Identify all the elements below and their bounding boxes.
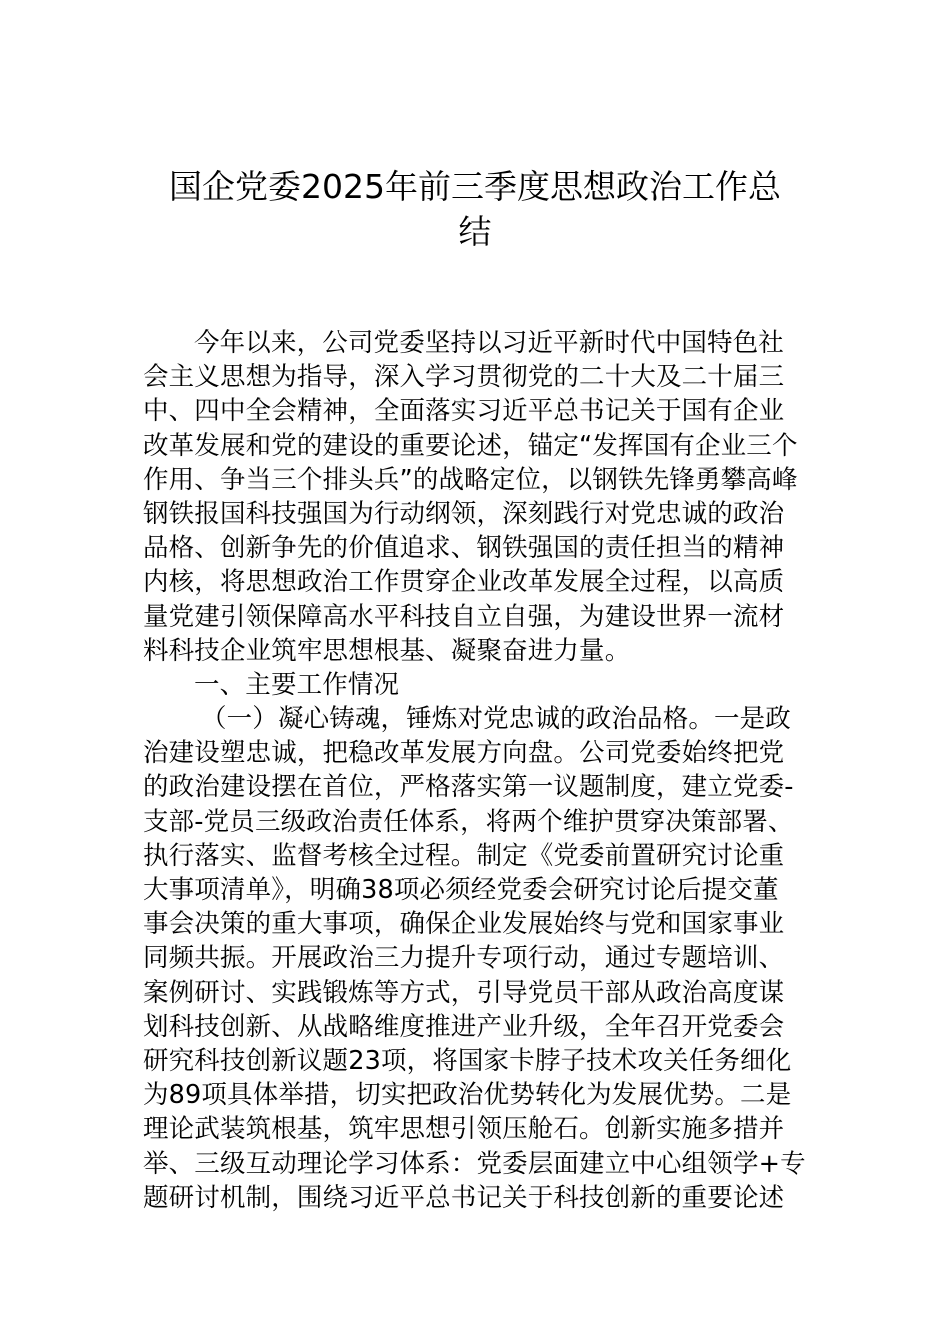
document-body <box>143 326 813 1215</box>
document-title-line-2: 结 <box>458 212 492 251</box>
subsection-paragraph-line: 为89项具体举措，切实把政治优势转化为发展优势。二是 <box>143 1080 792 1111</box>
section-heading: 一、主要工作情况 <box>194 669 400 700</box>
subsection-paragraph-line: 研究科技创新议题23项，将国家卡脖子技术攻关任务细化 <box>143 1045 792 1076</box>
paragraph-intro-line: 内核，将思想政治工作贯穿企业改革发展全过程，以高质 <box>143 567 785 598</box>
subsection-paragraph-line: 同频共振。开展政治三力提升专项行动，通过专题培训、 <box>143 943 785 974</box>
subsection-paragraph-line: 大事项清单》，明确38项必须经党委会研究讨论后提交董 <box>143 875 779 905</box>
subsection-paragraph-line: 理论武装筑根基，筑牢思想引领压舱石。创新实施多措并 <box>143 1114 785 1145</box>
subsection-paragraph-line: 举、三级互动理论学习体系：党委层面建立中心组领学+专 <box>143 1148 806 1179</box>
subsection-paragraph-line: （一）凝心铸魂，锤炼对党忠诚的政治品格。一是政 <box>201 704 791 735</box>
subsection-paragraph-line: 案例研讨、实践锻炼等方式，引导党员干部从政治高度谋 <box>143 977 785 1008</box>
subsection-paragraph-line: 题研讨机制，围绕习近平总书记关于科技创新的重要论述 <box>143 1182 785 1213</box>
paragraph-intro-line: 料科技企业筑牢思想根基、凝聚奋进力量。 <box>143 635 631 666</box>
subsection-paragraph-line: 执行落实、监督考核全过程。制定《党委前置研究讨论重 <box>143 840 785 871</box>
document-title-line-1: 国企党委2025年前三季度思想政治工作总 <box>169 167 781 206</box>
paragraph-intro-line: 改革发展和党的建设的重要论述，锚定“发挥国有企业三个 <box>143 430 798 461</box>
paragraph-intro-line: 中、四中全会精神，全面落实习近平总书记关于国有企业 <box>143 396 785 427</box>
subsection-paragraph-line: 治建设塑忠诚，把稳改革发展方向盘。公司党委始终把党 <box>143 738 785 769</box>
paragraph-intro-line: 钢铁报国科技强国为行动纲领，深刻践行对党忠诚的政治 <box>143 498 785 529</box>
subsection-paragraph-line: 事会决策的重大事项，确保企业发展始终与党和国家事业 <box>143 909 785 940</box>
subsection-paragraph-line: 划科技创新、从战略维度推进产业升级，全年召开党委会 <box>143 1011 785 1042</box>
subsection-paragraph-line: 支部-党员三级政治责任体系，将两个维护贯穿决策部署、 <box>143 806 794 837</box>
paragraph-intro-line: 品格、创新争先的价值追求、钢铁强国的责任担当的精神 <box>143 533 785 564</box>
subsection-paragraph-line: 的政治建设摆在首位，严格落实第一议题制度，建立党委- <box>143 772 794 803</box>
paragraph-intro-line: 会主义思想为指导，深入学习贯彻党的二十大及二十届三 <box>143 362 785 393</box>
paragraph-intro-line: 今年以来，公司党委坚持以习近平新时代中国特色社 <box>194 328 784 358</box>
paragraph-intro-line: 量党建引领保障高水平科技自立自强，为建设世界一流材 <box>143 601 785 632</box>
paragraph-intro-line: 作用、争当三个排头兵”的战略定位，以钢铁先锋勇攀高峰 <box>143 464 798 495</box>
